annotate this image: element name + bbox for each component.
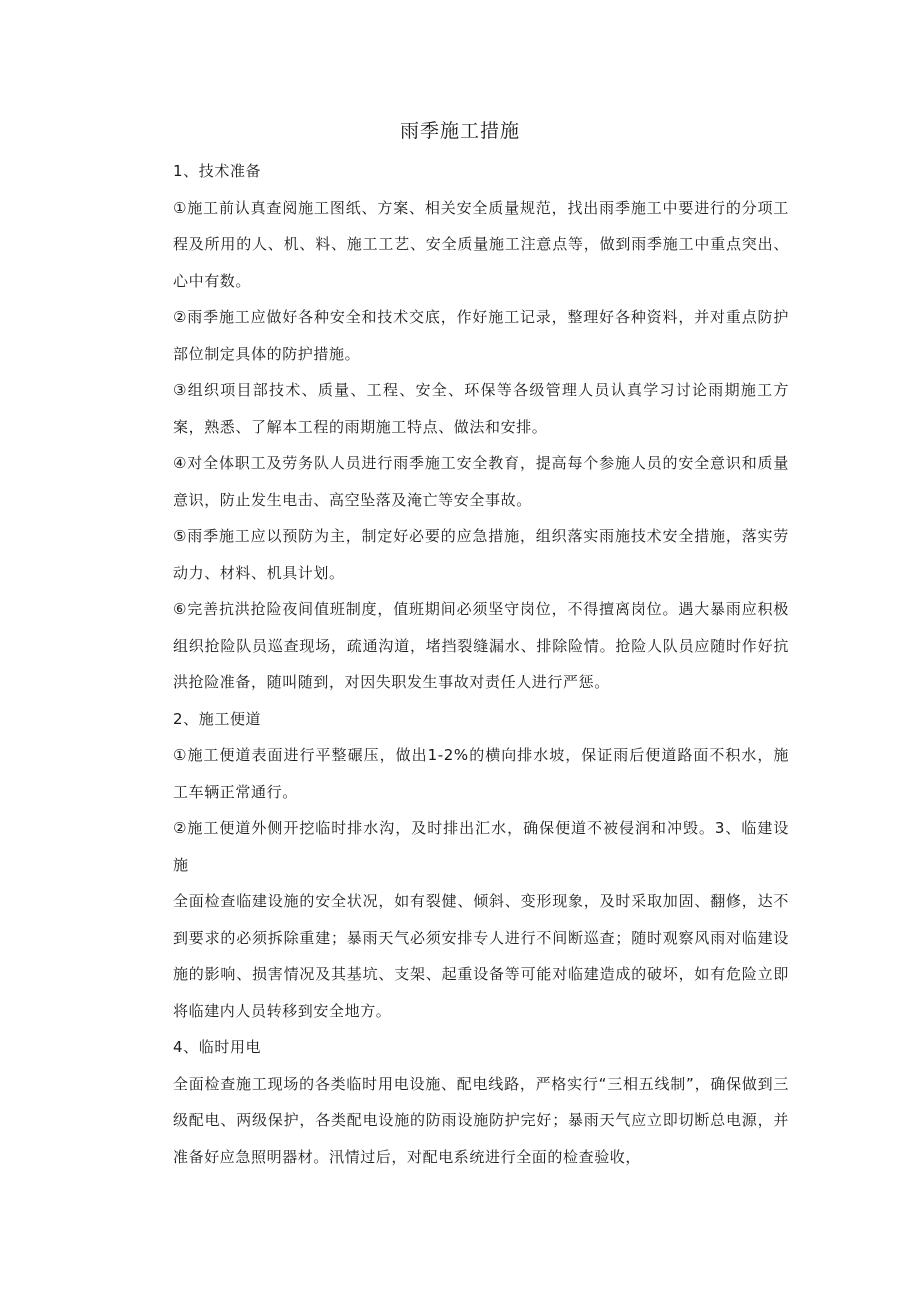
section-heading: 4、临时用电: [173, 1038, 262, 1056]
paragraph: ②施工便道外侧开挖临时排水沟，及时排出汇水，确保便道不被侵润和冲毁。3、临建设施: [173, 819, 789, 874]
section-heading: 2、施工便道: [173, 709, 262, 728]
paragraph: ①施工前认真查阅施工图纸、方案、相关安全质量规范，找出雨季施工中要进行的分项工程及所用的人、机、料、施工工艺、安全质量施工注意点等，做到雨季施工中重点突出、心中有数。: [173, 198, 789, 290]
paragraph: ③组织项目部技术、质量、工程、安全、环保等各级管理人员认真学习讨论雨期施工方案，熟悉、了解本工程的雨期施工特点、做法和安排。: [173, 381, 789, 436]
paragraph: ⑤雨季施工应以预防为主，制定好必要的应急措施，组织落实雨施技术安全措施，落实劳动力、材料、机具计划。: [173, 527, 789, 582]
paragraph: ⑥完善抗洪抢险夜间值班制度，值班期间必须坚守岗位，不得擅离岗位。遇大暴雨应积极组织抢险队员巡查现场，疏通沟道，堵挡裂缝漏水、排除险情。抢险人队员应随时作好抗洪抢险准备，随叫随到，对因失职发生事故对责任人进行严惩。: [173, 600, 789, 691]
paragraph: ④对全体职工及劳务队人员进行雨季施工安全教育，提高每个参施人员的安全意识和质量意识，防止发生电击、高空坠落及淹亡等安全事故。: [173, 454, 789, 509]
paragraph: ①施工便道表面进行平整碾压，做出1-2%的横向排水坡，保证雨后便道路面不积水，施工车辆正常通行。: [173, 746, 789, 801]
paragraph: ②雨季施工应做好各种安全和技术交底，作好施工记录，整理好各种资料，并对重点防护部位制定具体的防护措施。: [173, 308, 789, 363]
section-heading: 1、技术准备: [173, 162, 262, 180]
document-body: [173, 153, 789, 1175]
document-title: 雨季施工措施: [399, 120, 520, 142]
paragraph: 全面检查临建设施的安全状况，如有裂健、倾斜、变形现象，及时采取加固、翻修，达不到要求的必须拆除重建；暴雨天气必须安排专人进行不间断巡查；随时观察风雨对临建设施的影响、损害情况及其基坑、支架、起重设备等可能对临建造成的破坏，如有危险立即将临建内人员转移到安全地方。: [173, 892, 789, 1020]
paragraph: 全面检查施工现场的各类临时用电设施、配电线路，严格实行“三相五线制”，确保做到三级配电、两级保护，各类配电设施的防雨设施防护完好；暴雨天气应立即切断总电源，并准备好应急照明器材。汛情过后，对配电系统进行全面的检查验收，: [173, 1074, 789, 1166]
